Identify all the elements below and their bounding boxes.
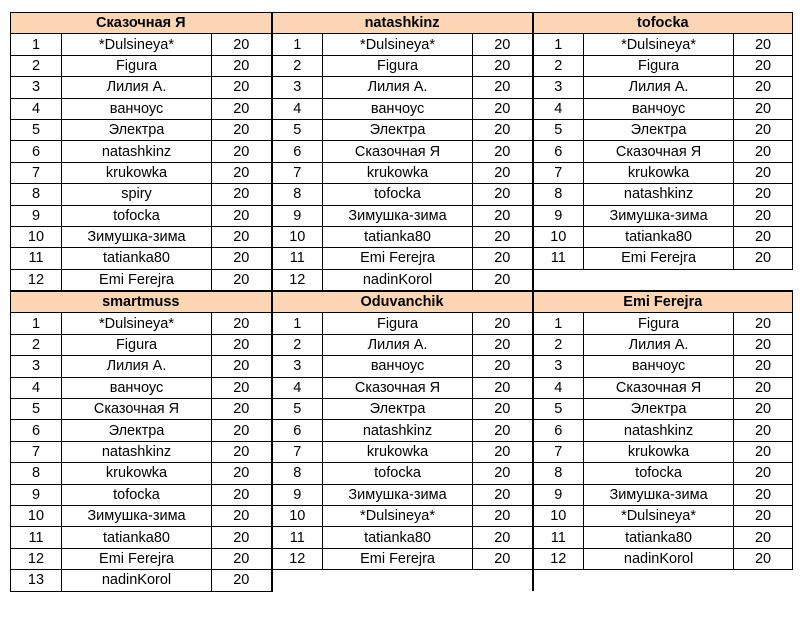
score-cell[interactable]: 20: [734, 441, 793, 462]
name-cell[interactable]: Лилия А.: [62, 356, 212, 377]
rank-cell[interactable]: 11: [533, 248, 584, 269]
name-cell[interactable]: Лилия А.: [323, 77, 473, 98]
rank-cell[interactable]: 7: [272, 441, 323, 462]
score-cell[interactable]: 20: [473, 484, 533, 505]
name-cell[interactable]: Электра: [584, 399, 734, 420]
name-cell[interactable]: ванчоус: [323, 356, 473, 377]
table-row: [11, 505, 793, 526]
name-cell[interactable]: tatianka80: [584, 226, 734, 247]
score-cell[interactable]: 20: [734, 55, 793, 76]
score-cell[interactable]: 20: [473, 98, 533, 119]
score-cell[interactable]: 20: [734, 313, 793, 334]
score-cell[interactable]: 20: [734, 162, 793, 183]
score-cell[interactable]: 20: [734, 184, 793, 205]
score-cell[interactable]: 20: [734, 334, 793, 355]
table-row: [11, 119, 793, 140]
group-title[interactable]: smartmuss: [11, 291, 272, 313]
rank-cell[interactable]: 9: [11, 484, 62, 505]
rank-cell[interactable]: 6: [11, 141, 62, 162]
rank-cell[interactable]: 4: [533, 98, 584, 119]
rank-cell[interactable]: 10: [272, 505, 323, 526]
rank-cell[interactable]: 9: [272, 205, 323, 226]
score-cell[interactable]: 20: [473, 441, 533, 462]
name-cell[interactable]: spiry: [62, 184, 212, 205]
name-cell[interactable]: Emi Ferejra: [323, 248, 473, 269]
score-cell[interactable]: 20: [212, 34, 272, 55]
rank-cell[interactable]: 12: [272, 269, 323, 291]
rank-cell[interactable]: 10: [533, 505, 584, 526]
name-cell[interactable]: Зимушка-зима: [323, 205, 473, 226]
score-cell[interactable]: 20: [734, 205, 793, 226]
rank-cell[interactable]: 10: [11, 226, 62, 247]
rank-cell[interactable]: 3: [533, 356, 584, 377]
table-row: [11, 162, 793, 183]
name-cell[interactable]: *Dulsineya*: [584, 505, 734, 526]
name-cell[interactable]: nadinKorol: [62, 570, 212, 591]
name-cell[interactable]: krukowka: [323, 162, 473, 183]
name-cell[interactable]: tofocka: [323, 463, 473, 484]
score-cell[interactable]: 20: [212, 226, 272, 247]
rank-cell[interactable]: 11: [11, 248, 62, 269]
rank-cell[interactable]: 11: [272, 248, 323, 269]
name-cell[interactable]: krukowka: [584, 162, 734, 183]
name-cell[interactable]: Лилия А.: [62, 77, 212, 98]
rank-cell[interactable]: 1: [11, 313, 62, 334]
name-cell[interactable]: Зимушка-зима: [584, 205, 734, 226]
name-cell[interactable]: krukowka: [62, 463, 212, 484]
name-cell[interactable]: Электра: [62, 420, 212, 441]
name-cell[interactable]: Figura: [584, 313, 734, 334]
section-header-row: [11, 291, 793, 313]
table-row: [11, 77, 793, 98]
name-cell[interactable]: nadinKorol: [323, 269, 473, 291]
rank-cell[interactable]: 7: [11, 441, 62, 462]
table-row: [11, 98, 793, 119]
score-cell[interactable]: 20: [212, 399, 272, 420]
name-cell[interactable]: ванчоус: [323, 98, 473, 119]
name-cell[interactable]: Figura: [62, 334, 212, 355]
name-cell[interactable]: Emi Ferejra: [584, 248, 734, 269]
score-cell[interactable]: 20: [734, 548, 793, 569]
score-cell[interactable]: 20: [473, 77, 533, 98]
score-cell[interactable]: 20: [473, 377, 533, 398]
score-cell[interactable]: 20: [212, 269, 272, 291]
score-cell[interactable]: 20: [473, 34, 533, 55]
rank-cell[interactable]: 5: [11, 119, 62, 140]
name-cell[interactable]: ванчоус: [62, 377, 212, 398]
table-row: [11, 184, 793, 205]
rank-cell[interactable]: 11: [272, 527, 323, 548]
name-cell[interactable]: Figura: [584, 55, 734, 76]
score-cell[interactable]: 20: [473, 226, 533, 247]
name-cell[interactable]: Зимушка-зима: [323, 484, 473, 505]
table-row: [11, 484, 793, 505]
table-row: [11, 334, 793, 355]
name-cell[interactable]: Сказочная Я: [323, 141, 473, 162]
rank-cell[interactable]: 3: [272, 356, 323, 377]
score-cell[interactable]: 20: [734, 463, 793, 484]
table-row: [11, 141, 793, 162]
name-cell[interactable]: ванчоус: [584, 98, 734, 119]
rank-cell[interactable]: 2: [11, 334, 62, 355]
score-cell[interactable]: 20: [473, 527, 533, 548]
rank-cell[interactable]: 5: [533, 399, 584, 420]
score-cell[interactable]: 20: [473, 505, 533, 526]
name-cell[interactable]: tatianka80: [323, 226, 473, 247]
name-cell[interactable]: Зимушка-зима: [584, 484, 734, 505]
rank-cell[interactable]: 2: [11, 55, 62, 76]
rank-cell[interactable]: 2: [533, 55, 584, 76]
rank-cell[interactable]: 7: [533, 441, 584, 462]
table-row: [11, 356, 793, 377]
score-cell[interactable]: 20: [473, 313, 533, 334]
name-cell[interactable]: krukowka: [323, 441, 473, 462]
score-cell[interactable]: 20: [212, 162, 272, 183]
score-cell[interactable]: 20: [473, 184, 533, 205]
score-cell[interactable]: 20: [734, 226, 793, 247]
name-cell[interactable]: Emi Ferejra: [323, 548, 473, 569]
score-cell[interactable]: 20: [473, 119, 533, 140]
score-cell[interactable]: 20: [212, 334, 272, 355]
score-cell[interactable]: 20: [212, 184, 272, 205]
score-cell[interactable]: 20: [212, 205, 272, 226]
rank-cell[interactable]: 9: [533, 484, 584, 505]
table-row: [11, 34, 793, 55]
score-cell[interactable]: 20: [473, 55, 533, 76]
name-cell[interactable]: Зимушка-зима: [62, 226, 212, 247]
table-row: [11, 441, 793, 462]
rank-cell[interactable]: 7: [533, 162, 584, 183]
score-cell[interactable]: 20: [212, 420, 272, 441]
section-header-row: [11, 13, 793, 34]
score-cell[interactable]: 20: [212, 55, 272, 76]
name-cell[interactable]: tatianka80: [62, 527, 212, 548]
rank-cell[interactable]: 3: [11, 77, 62, 98]
rank-cell[interactable]: 6: [272, 420, 323, 441]
rank-cell[interactable]: 8: [272, 463, 323, 484]
rank-cell[interactable]: 11: [11, 527, 62, 548]
rank-cell[interactable]: 4: [11, 377, 62, 398]
group-title[interactable]: natashkinz: [272, 13, 533, 34]
rank-cell[interactable]: 5: [272, 399, 323, 420]
table-row: [11, 377, 793, 398]
name-cell[interactable]: krukowka: [62, 162, 212, 183]
rank-cell[interactable]: 10: [11, 505, 62, 526]
rank-cell[interactable]: 2: [272, 334, 323, 355]
score-cell[interactable]: 20: [473, 248, 533, 269]
name-cell[interactable]: Лилия А.: [584, 77, 734, 98]
score-cell[interactable]: 20: [473, 162, 533, 183]
table-row: [11, 248, 793, 269]
table-row: [11, 205, 793, 226]
empty-cell: [272, 570, 533, 591]
score-cell[interactable]: 20: [212, 77, 272, 98]
name-cell[interactable]: ванчоус: [584, 356, 734, 377]
score-cell[interactable]: 20: [473, 205, 533, 226]
score-cell[interactable]: 20: [734, 399, 793, 420]
rank-cell[interactable]: 12: [272, 548, 323, 569]
name-cell[interactable]: natashkinz: [584, 184, 734, 205]
score-cell[interactable]: 20: [212, 548, 272, 569]
rank-cell[interactable]: 1: [533, 313, 584, 334]
name-cell[interactable]: Лилия А.: [584, 334, 734, 355]
rank-cell[interactable]: 8: [533, 463, 584, 484]
group-title[interactable]: Oduvanchik: [272, 291, 533, 313]
score-cell[interactable]: 20: [734, 505, 793, 526]
score-cell[interactable]: 20: [473, 420, 533, 441]
name-cell[interactable]: tatianka80: [62, 248, 212, 269]
rank-cell[interactable]: 1: [533, 34, 584, 55]
table-row: [11, 226, 793, 247]
rank-cell[interactable]: 2: [272, 55, 323, 76]
rank-cell[interactable]: 6: [533, 141, 584, 162]
score-cell[interactable]: 20: [212, 98, 272, 119]
score-cell[interactable]: 20: [212, 505, 272, 526]
spreadsheet: [10, 12, 793, 592]
rank-cell[interactable]: 9: [272, 484, 323, 505]
name-cell[interactable]: natashkinz: [584, 420, 734, 441]
table-row: [11, 463, 793, 484]
name-cell[interactable]: *Dulsineya*: [323, 505, 473, 526]
score-cell[interactable]: 20: [212, 441, 272, 462]
rank-cell[interactable]: 3: [11, 356, 62, 377]
score-cell[interactable]: 20: [212, 484, 272, 505]
name-cell[interactable]: Зимушка-зима: [62, 505, 212, 526]
rank-cell[interactable]: 4: [272, 377, 323, 398]
name-cell[interactable]: *Dulsineya*: [62, 34, 212, 55]
name-cell[interactable]: natashkinz: [62, 141, 212, 162]
name-cell[interactable]: tatianka80: [584, 527, 734, 548]
score-cell[interactable]: 20: [473, 463, 533, 484]
name-cell[interactable]: Электра: [584, 119, 734, 140]
table-row: [11, 55, 793, 76]
score-cell[interactable]: 20: [734, 527, 793, 548]
score-cell[interactable]: 20: [734, 77, 793, 98]
name-cell[interactable]: Emi Ferejra: [62, 548, 212, 569]
score-cell[interactable]: 20: [734, 420, 793, 441]
rank-cell[interactable]: 12: [11, 269, 62, 291]
score-cell[interactable]: 20: [473, 269, 533, 291]
empty-cell: [533, 269, 793, 291]
table-row: [11, 420, 793, 441]
score-cell[interactable]: 20: [212, 248, 272, 269]
score-cell[interactable]: 20: [212, 463, 272, 484]
score-cell[interactable]: 20: [734, 248, 793, 269]
table-row: [11, 399, 793, 420]
name-cell[interactable]: ванчоус: [62, 98, 212, 119]
rank-cell[interactable]: 3: [533, 77, 584, 98]
name-cell[interactable]: *Dulsineya*: [584, 34, 734, 55]
rank-cell[interactable]: 7: [272, 162, 323, 183]
score-cell[interactable]: 20: [473, 141, 533, 162]
name-cell[interactable]: Электра: [323, 119, 473, 140]
name-cell[interactable]: Электра: [323, 399, 473, 420]
score-cell[interactable]: 20: [734, 484, 793, 505]
name-cell[interactable]: Figura: [323, 313, 473, 334]
name-cell[interactable]: Сказочная Я: [584, 141, 734, 162]
rank-cell[interactable]: 12: [11, 548, 62, 569]
rank-cell[interactable]: 2: [533, 334, 584, 355]
score-cell[interactable]: 20: [734, 356, 793, 377]
rank-cell[interactable]: 8: [272, 184, 323, 205]
empty-cell: [533, 570, 793, 591]
name-cell[interactable]: Сказочная Я: [62, 399, 212, 420]
name-cell[interactable]: Emi Ferejra: [62, 269, 212, 291]
score-cell[interactable]: 20: [734, 34, 793, 55]
group-title[interactable]: Emi Ferejra: [533, 291, 793, 313]
name-cell[interactable]: tofocka: [323, 184, 473, 205]
group-title[interactable]: Сказочная Я: [11, 13, 272, 34]
rank-cell[interactable]: 6: [11, 420, 62, 441]
name-cell[interactable]: tofocka: [62, 205, 212, 226]
ranking-table: [10, 12, 793, 592]
score-cell[interactable]: 20: [734, 141, 793, 162]
rank-cell[interactable]: 5: [533, 119, 584, 140]
rank-cell[interactable]: 8: [11, 184, 62, 205]
name-cell[interactable]: Figura: [323, 55, 473, 76]
rank-cell[interactable]: 3: [272, 77, 323, 98]
score-cell[interactable]: 20: [734, 119, 793, 140]
name-cell[interactable]: tatianka80: [323, 527, 473, 548]
rank-cell[interactable]: 8: [533, 184, 584, 205]
score-cell[interactable]: 20: [212, 377, 272, 398]
rank-cell[interactable]: 4: [11, 98, 62, 119]
rank-cell[interactable]: 4: [272, 98, 323, 119]
name-cell[interactable]: Сказочная Я: [323, 377, 473, 398]
table-row: [11, 548, 793, 569]
name-cell[interactable]: nadinKorol: [584, 548, 734, 569]
rank-cell[interactable]: 10: [272, 226, 323, 247]
name-cell[interactable]: Figura: [62, 55, 212, 76]
rank-cell[interactable]: 5: [11, 399, 62, 420]
name-cell[interactable]: Лилия А.: [323, 334, 473, 355]
rank-cell[interactable]: 7: [11, 162, 62, 183]
rank-cell[interactable]: 1: [272, 34, 323, 55]
score-cell[interactable]: 20: [212, 313, 272, 334]
score-cell[interactable]: 20: [734, 98, 793, 119]
rank-cell[interactable]: 8: [11, 463, 62, 484]
rank-cell[interactable]: 9: [533, 205, 584, 226]
name-cell[interactable]: Электра: [62, 119, 212, 140]
score-cell[interactable]: 20: [473, 399, 533, 420]
name-cell[interactable]: Сказочная Я: [584, 377, 734, 398]
rank-cell[interactable]: 6: [533, 420, 584, 441]
score-cell[interactable]: 20: [473, 334, 533, 355]
name-cell[interactable]: natashkinz: [62, 441, 212, 462]
group-title[interactable]: tofocka: [533, 13, 793, 34]
rank-cell[interactable]: 13: [11, 570, 62, 591]
score-cell[interactable]: 20: [473, 548, 533, 569]
score-cell[interactable]: 20: [212, 356, 272, 377]
name-cell[interactable]: *Dulsineya*: [62, 313, 212, 334]
name-cell[interactable]: krukowka: [584, 441, 734, 462]
name-cell[interactable]: tofocka: [584, 463, 734, 484]
table-row: [11, 313, 793, 334]
score-cell[interactable]: 20: [212, 527, 272, 548]
score-cell[interactable]: 20: [734, 377, 793, 398]
score-cell[interactable]: 20: [473, 356, 533, 377]
rank-cell[interactable]: 10: [533, 226, 584, 247]
name-cell[interactable]: tofocka: [62, 484, 212, 505]
score-cell[interactable]: 20: [212, 119, 272, 140]
rank-cell[interactable]: 1: [11, 34, 62, 55]
rank-cell[interactable]: 5: [272, 119, 323, 140]
rank-cell[interactable]: 4: [533, 377, 584, 398]
name-cell[interactable]: *Dulsineya*: [323, 34, 473, 55]
table-row: [11, 527, 793, 548]
name-cell[interactable]: natashkinz: [323, 420, 473, 441]
rank-cell[interactable]: 11: [533, 527, 584, 548]
rank-cell[interactable]: 1: [272, 313, 323, 334]
rank-cell[interactable]: 12: [533, 548, 584, 569]
rank-cell[interactable]: 6: [272, 141, 323, 162]
table-row: [11, 570, 793, 591]
score-cell[interactable]: 20: [212, 141, 272, 162]
rank-cell[interactable]: 9: [11, 205, 62, 226]
table-row: [11, 269, 793, 291]
score-cell[interactable]: 20: [212, 570, 272, 591]
